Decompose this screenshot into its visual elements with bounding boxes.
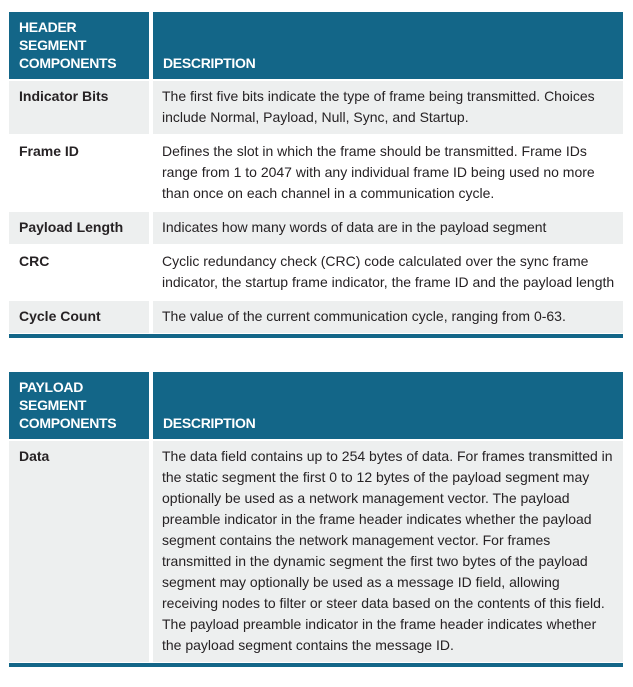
component-cell: Indicator Bits	[9, 81, 149, 134]
header-segment-table	[9, 12, 623, 338]
payload-segment-table	[9, 372, 623, 667]
table-header-row	[9, 372, 623, 439]
description-cell: The data field contains up to 254 bytes of data. For frames transmitted in the static segment the first 0 to 12 bytes of the payload segment may optionally be used as a network management vector. The payload preamble indicator in the frame header indicates whether the payload segment contains the network management vector. For frames transmitted in the dynamic segment the first two bytes of the payload segment may optionally be used as a message ID field, allowing receiving nodes to filter or steer data based on the contents of this field. The payload preamble indicator in the frame header indicates whether the payload segment contains the message ID.	[153, 441, 623, 662]
description-cell: The first five bits indicate the type of frame being transmitted. Choices include Normal, Payload, Null, Sync, and Startup.	[153, 81, 623, 134]
component-cell: Data	[9, 441, 149, 662]
table-header-row	[9, 12, 623, 79]
components-column-header: HEADER SEGMENT COMPONENTS	[9, 12, 149, 79]
table-row	[9, 246, 623, 299]
table-row	[9, 81, 623, 134]
component-cell: Payload Length	[9, 212, 149, 244]
table-bottom-rule	[9, 334, 623, 338]
table-row	[9, 212, 623, 244]
table-row	[9, 301, 623, 333]
component-cell: Frame ID	[9, 136, 149, 210]
table-body	[9, 441, 623, 662]
description-cell: Defines the slot in which the frame should be transmitted. Frame IDs range from 1 to 2047 with any individual frame ID being used no more than once on each channel in a communication cycle.	[153, 136, 623, 210]
component-cell: Cycle Count	[9, 301, 149, 333]
description-cell: The value of the current communication cycle, ranging from 0-63.	[153, 301, 623, 333]
table-row	[9, 441, 623, 662]
description-column-header: DESCRIPTION	[153, 372, 623, 439]
description-cell: Indicates how many words of data are in the payload segment	[153, 212, 623, 244]
table-bottom-rule	[9, 663, 623, 667]
component-cell: CRC	[9, 246, 149, 299]
description-cell: Cyclic redundancy check (CRC) code calculated over the sync frame indicator, the startup frame indicator, the frame ID and the payload length	[153, 246, 623, 299]
table-body	[9, 81, 623, 333]
table-row	[9, 136, 623, 210]
description-column-header: DESCRIPTION	[153, 12, 623, 79]
components-column-header: PAYLOAD SEGMENT COMPONENTS	[9, 372, 149, 439]
